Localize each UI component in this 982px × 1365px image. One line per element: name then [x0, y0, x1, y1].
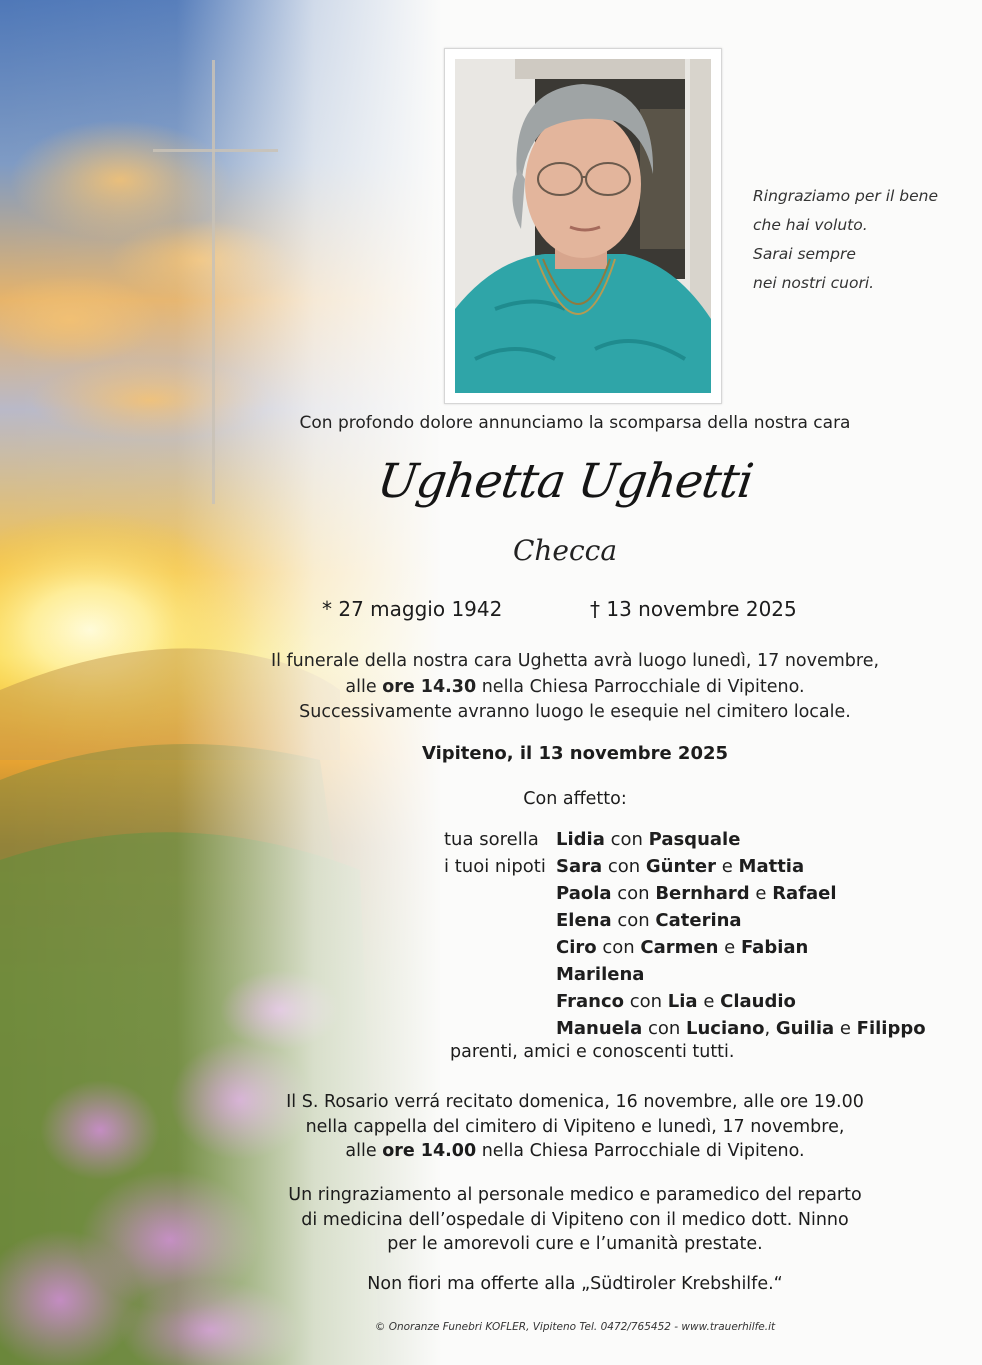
family-row — [444, 961, 924, 988]
family-row — [444, 907, 924, 934]
family-connector: con — [642, 1018, 686, 1039]
family-member-name: Filippo — [856, 1018, 926, 1039]
rosary-details — [230, 1090, 920, 1164]
funeral-details — [230, 649, 920, 726]
family-relation: i tuoi nipoti — [444, 856, 546, 877]
donation-note: Non fiori ma offerte alla „Südtiroler Krebshilfe.“ — [367, 1274, 783, 1294]
family-member-name: Guilia — [775, 1018, 835, 1039]
family-relation: tua sorella — [444, 829, 539, 850]
thanks-message — [230, 1183, 920, 1257]
family-member-name: Bernhard — [655, 883, 750, 904]
family-row — [444, 880, 924, 907]
family-member-name: Sara — [556, 856, 603, 877]
family-member-name: Caterina — [655, 910, 742, 931]
deceased-name: Ughetta Ughetti — [374, 454, 756, 509]
thanks-line: Un ringraziamento al personale medico e paramedico del reparto — [288, 1185, 862, 1205]
birth-date: * 27 maggio 1942 — [322, 597, 503, 621]
family-member-name: Claudio — [720, 991, 796, 1012]
family-member-name: Manuela — [556, 1018, 643, 1039]
family-row — [444, 1015, 924, 1042]
portrait-photo — [455, 59, 711, 393]
family-member-name: Ciro — [556, 937, 597, 958]
quote-line: Ringraziamo per il bene — [753, 187, 939, 205]
quote-line: nei nostri cuori. — [753, 274, 875, 292]
family-connector: con — [604, 829, 649, 850]
family-member-name: Carmen — [640, 937, 719, 958]
rosary-time: ore 14.00 — [382, 1141, 477, 1161]
family-row — [444, 853, 924, 880]
family-connector: e — [718, 937, 741, 958]
family-member-name: Lidia — [556, 829, 605, 850]
place-and-date: Vipiteno, il 13 novembre 2025 — [421, 743, 729, 764]
family-connector: , — [764, 1018, 776, 1039]
family-member-name: Luciano — [685, 1018, 765, 1039]
funeral-line: Successivamente avranno luogo le esequie nel cimitero locale. — [299, 702, 851, 722]
rosary-text: nella Chiesa Parrocchiale di Vipiteno. — [476, 1141, 805, 1161]
family-member-name: Mattia — [738, 856, 805, 877]
family-connector: con — [624, 991, 668, 1012]
rosary-line — [230, 1139, 920, 1164]
family-connector: e — [834, 1018, 857, 1039]
family-connector: e — [716, 856, 739, 877]
funeral-text: alle — [345, 676, 383, 697]
rosary-line: nella cappella del cimitero di Vipiteno e lunedì, 17 novembre, — [305, 1116, 845, 1137]
family-member-name: Günter — [645, 856, 716, 877]
family-list — [444, 826, 924, 1042]
portrait-frame — [444, 48, 722, 404]
funeral-text: nella Chiesa Parrocchiale di Vipiteno. — [476, 676, 805, 697]
family-row — [444, 988, 924, 1015]
family-member-name: Lia — [667, 991, 698, 1012]
family-member-name: Paola — [556, 883, 612, 904]
family-member-name: Franco — [556, 991, 625, 1012]
relatives-line: parenti, amici e conoscenti tutti. — [450, 1042, 735, 1062]
funeral-line — [230, 675, 920, 701]
quote-line: Sarai sempre — [753, 245, 856, 263]
family-row — [444, 934, 924, 961]
with-affection-label: Con affetto: — [523, 789, 627, 809]
family-connector: con — [602, 856, 646, 877]
memorial-quote — [753, 182, 963, 298]
quote-line: che hai voluto. — [753, 216, 868, 234]
rosary-text: alle — [345, 1141, 383, 1161]
family-connector: e — [749, 883, 773, 904]
announcement-intro: Con profondo dolore annunciamo la scomparsa della nostra cara — [299, 413, 851, 433]
family-row — [444, 826, 924, 853]
family-connector: con — [611, 910, 656, 931]
family-connector: con — [596, 937, 641, 958]
funeral-line: Il funerale della nostra cara Ughetta avrà luogo lunedì, 17 novembre, — [270, 651, 880, 671]
family-member-name: Pasquale — [648, 829, 741, 850]
deceased-nickname: Checca — [512, 534, 618, 567]
life-dates — [322, 597, 842, 627]
death-date: † 13 novembre 2025 — [590, 597, 797, 621]
family-connector: con — [611, 883, 656, 904]
family-member-name: Marilena — [556, 964, 645, 985]
family-connector: e — [697, 991, 721, 1012]
thanks-line: per le amorevoli cure e l’umanità prestate. — [387, 1234, 763, 1254]
funeral-time: ore 14.30 — [382, 676, 477, 697]
thanks-line: di medicina dell’ospedale di Vipiteno con il medico dott. Ninno — [301, 1209, 849, 1230]
family-member-name: Elena — [556, 910, 612, 931]
funeral-home-footer: © Onoranze Funebri KOFLER, Vipiteno Tel. 0472/765452 - www.trauerhilfe.it — [374, 1321, 776, 1333]
rosary-line: Il S. Rosario verrá recitato domenica, 16 novembre, alle ore 19.00 — [286, 1092, 864, 1112]
family-member-name: Fabian — [740, 937, 809, 958]
family-member-name: Rafael — [772, 883, 837, 904]
